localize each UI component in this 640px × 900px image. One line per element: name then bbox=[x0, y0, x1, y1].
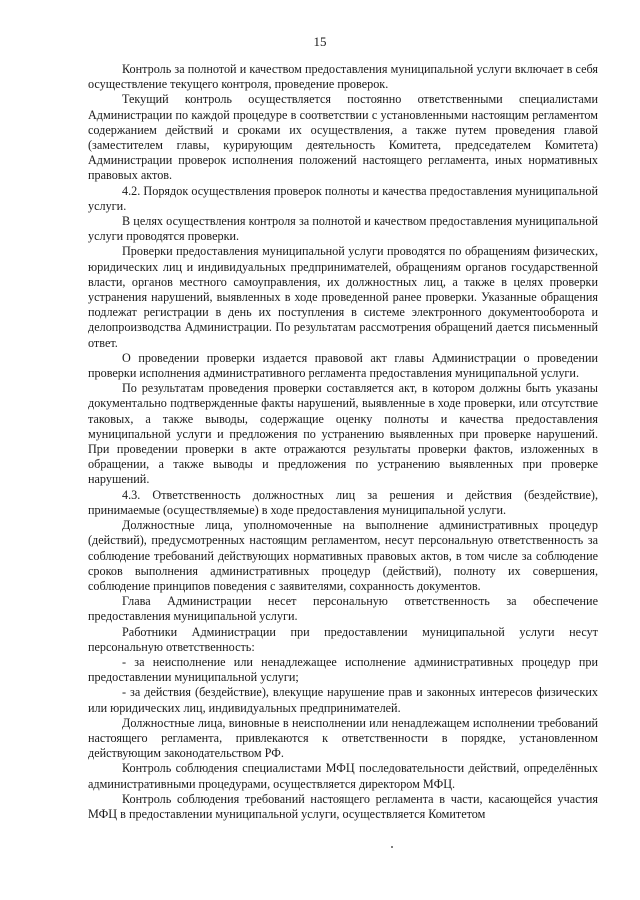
paragraph: Глава Администрации несет персональную ответственность за обеспечение предоставления муниципальной услуги. bbox=[88, 594, 598, 624]
section-heading-4-3: 4.3. Ответственность должностных лиц за решения и действия (бездействие), принимаемые (осуществляемые) в ходе предоставления муниципальной услуги. bbox=[88, 487, 598, 517]
list-item: - за неисполнение или ненадлежащее исполнение административных процедур при предоставлении муниципальной услуги; bbox=[88, 654, 598, 685]
paragraph: Должностные лица, виновные в неисполнении или ненадлежащем исполнении требований настоящего регламента, привлекаются к ответственности в порядке, установленном действующим законодательством РФ. bbox=[88, 715, 598, 761]
scan-speck bbox=[391, 846, 393, 848]
paragraph: Текущий контроль осуществляется постоянно ответственными специалистами Администрации по каждой процедуре в соответствии с установленными настоящим регламентом содержанием действий и сроками их осуществления, а также путем проведения главой (заместителем главы, курирующим деятельность Комитета, председателем Комитета) Администрации проверок исполнения положений настоящего регламента, иных нормативных правовых актов. bbox=[88, 92, 598, 183]
paragraph: Работники Администрации при предоставлении муниципальной услуги несут персональную ответственность: bbox=[88, 624, 598, 654]
paragraph: Должностные лица, уполномоченные на выполнение административных процедур (действий), предусмотренных настоящим регламентом, несут персональную ответственность за соблюдение требований действующих нормативных правовых актов, в том числе за соблюдение сроков выполнения административных процедур (действий), полноту их совершения, соблюдение принципов поведения с заявителями, сохранность документов. bbox=[88, 518, 598, 593]
paragraph: В целях осуществления контроля за полнотой и качеством предоставления муниципальной услуги проводятся проверки. bbox=[88, 214, 598, 244]
paragraph: По результатам проведения проверки составляется акт, в котором должны быть указаны документально подтвержденные факты нарушений, выявленные в ходе проверки, или отсутствие таковых, а также выводы, содержащие оценку полноты и качества предоставления муниципальной услуги и предложения по устранению выявленных при проверке нарушений. При проведении проверки в акте отражаются результаты проверки фактов, изложенных в обращении, а также выводы и предложения по устранению выявленных при проверке нарушений. bbox=[88, 381, 598, 487]
document-body bbox=[88, 62, 598, 822]
page-number: 15 bbox=[313, 34, 327, 49]
list-item: - за действия (бездействие), влекущие нарушение прав и законных интересов физических или юридических лиц, индивидуальных предпринимателей. bbox=[88, 685, 598, 715]
paragraph: Проверки предоставления муниципальной услуги проводятся по обращениям физических, юридических лиц и индивидуальных предпринимателей, обращениям органов государственной власти, органов местного самоуправления, их должностных лиц, а также в целях проверки устранения нарушений, выявленных в ходе проведенной ранее проверки. Указанные обращения подлежат регистрации в день их поступления в системе электронного документооборота и делопроизводства Администрации. По результатам рассмотрения обращений дается письменный ответ. bbox=[88, 244, 598, 350]
section-heading-4-2: 4.2. Порядок осуществления проверок полноты и качества предоставления муниципальной услуги. bbox=[88, 183, 598, 213]
paragraph: Контроль соблюдения специалистами МФЦ последовательности действий, определённых административными процедурами, осуществляется директором МФЦ. bbox=[88, 761, 598, 791]
paragraph: О проведении проверки издается правовой акт главы Администрации о проведении проверки исполнения административного регламента предоставления муниципальной услуги. bbox=[88, 350, 598, 381]
paragraph: Контроль за полнотой и качеством предоставления муниципальной услуги включает в себя осуществление текущего контроля, проведение проверок. bbox=[88, 62, 598, 92]
paragraph: Контроль соблюдения требований настоящего регламента в части, касающейся участия МФЦ в предоставлении муниципальной услуги, осуществляется Комитетом bbox=[88, 791, 598, 821]
